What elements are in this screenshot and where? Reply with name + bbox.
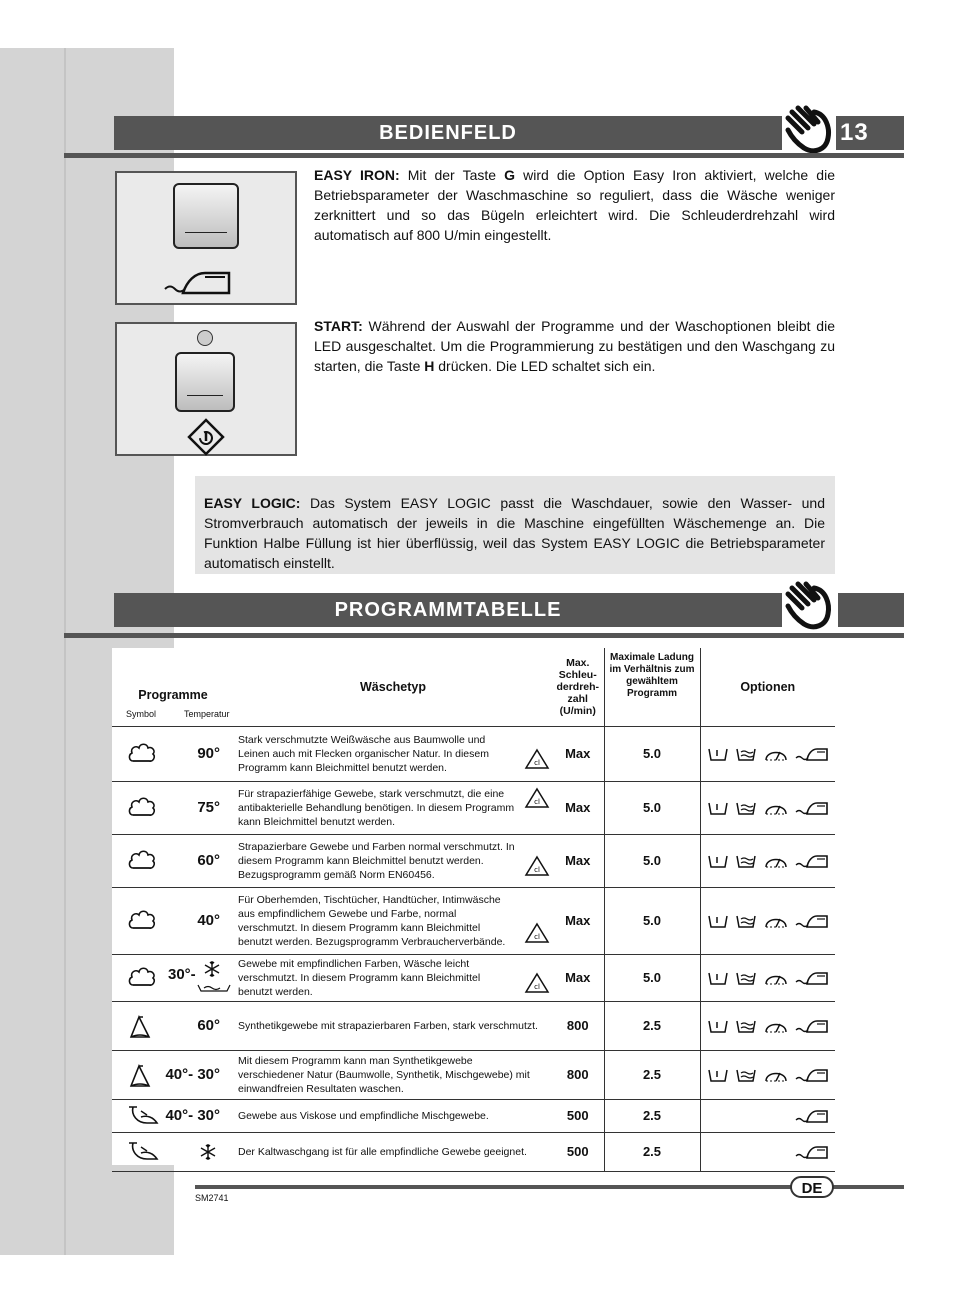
program-cell	[112, 1050, 234, 1099]
col-header-waeschetyp: Wäschetyp	[234, 648, 552, 726]
rapid-icon	[763, 913, 789, 929]
spin-speed-cell: 800	[552, 1050, 604, 1099]
prewash-icon	[707, 800, 729, 816]
spin-speed-cell: Max	[552, 887, 604, 954]
max-load-cell: 2.5	[604, 1001, 700, 1050]
svg-text:cl: cl	[534, 758, 540, 767]
temperature-label: 75°	[197, 798, 220, 816]
svg-text:cl: cl	[534, 865, 540, 874]
handwash-icon	[196, 980, 232, 998]
cotton-icon	[127, 795, 157, 819]
program-cell	[112, 1001, 234, 1050]
cotton-icon	[127, 965, 157, 989]
col-header-spin: Max. Schleu-derdreh-zahl (U/min)	[552, 648, 604, 726]
delicate-icon	[127, 1103, 161, 1129]
section-header-bedienfeld	[114, 116, 782, 150]
max-load-cell: 5.0	[604, 834, 700, 887]
easy-iron-icon	[795, 1144, 829, 1160]
table-row	[112, 954, 835, 1001]
table-row	[112, 726, 835, 781]
easy-iron-button[interactable]	[173, 183, 239, 249]
section-header-programmtabelle	[114, 593, 782, 627]
svg-text:cl: cl	[534, 982, 540, 991]
extra-rinse-icon	[735, 970, 757, 986]
cold-icon	[200, 1143, 216, 1166]
prewash-icon	[707, 853, 729, 869]
fabric-description: Gewebe mit empfindlichen Farben, Wäsche leicht verschmutzt. In diesem Programm kann Bleichmittel benutzt werden.	[238, 957, 481, 998]
program-cell	[112, 887, 234, 954]
program-cell	[112, 834, 234, 887]
footer-code: SM2741	[195, 1193, 229, 1203]
fabric-description-cell	[234, 1099, 552, 1132]
bleach-icon	[524, 787, 550, 814]
bleach-icon	[524, 748, 550, 775]
svg-text:cl: cl	[534, 797, 540, 806]
rapid-icon	[763, 746, 789, 762]
bleach-icon	[524, 972, 550, 999]
fabric-description: Strapazierbare Gewebe und Farben normal verschmutzt. In diesem Programm kann Bleichmittel benutzt werden. Bezugsprogramm gemäß Norm EN60456.	[238, 840, 515, 881]
program-table	[112, 648, 835, 1172]
options-cell	[700, 1099, 835, 1132]
start-button[interactable]	[175, 352, 235, 412]
rapid-icon	[763, 970, 789, 986]
temperature-label: 40°- 30°	[165, 1065, 220, 1083]
easy-iron-icon	[795, 1108, 829, 1124]
rapid-icon	[763, 853, 789, 869]
iron-icon	[161, 263, 233, 304]
options-cell	[700, 781, 835, 834]
section-title: PROGRAMMTABELLE	[334, 599, 562, 621]
fabric-description-cell	[234, 954, 552, 1001]
spin-speed-cell: Max	[552, 954, 604, 1001]
fabric-description-cell	[234, 834, 552, 887]
extra-rinse-icon	[735, 913, 757, 929]
language-badge: DE	[790, 1176, 834, 1198]
table-row	[112, 834, 835, 887]
extra-rinse-icon	[735, 853, 757, 869]
temperature-label: 60°	[197, 1016, 220, 1034]
fabric-description: Synthetikgewebe mit strapazierbaren Farben, stark verschmutzt.	[238, 1019, 538, 1032]
max-load-cell: 2.5	[604, 1132, 700, 1171]
easy-iron-icon	[795, 746, 829, 762]
easy-iron-icon	[795, 853, 829, 869]
page-number-box	[836, 116, 904, 150]
header-rule	[64, 633, 904, 638]
section-title: BEDIENFELD	[379, 122, 517, 144]
temperature-label: 90°	[197, 744, 220, 762]
fabric-description-cell	[234, 1001, 552, 1050]
start-panel	[115, 322, 297, 456]
extra-rinse-icon	[735, 800, 757, 816]
spin-speed-cell: Max	[552, 834, 604, 887]
col-header-programme: Programme Symbol Temperatur	[112, 648, 234, 726]
program-cell	[112, 954, 234, 1001]
synthetic-icon	[127, 1062, 153, 1090]
section-header-tail	[836, 593, 904, 627]
options-cell	[700, 1001, 835, 1050]
prewash-icon	[707, 1067, 729, 1083]
page-number: 13	[840, 119, 869, 146]
fabric-description: Für Oberhemden, Tischtücher, Handtücher, Intimwäsche aus empfindlichem Gewebe und Farbe, normal verschmutzt. In diesem Programm kann Bleichmittel benutzt werden. Bezugsprogramm Verbraucherverbände.	[238, 893, 506, 948]
options-cell	[700, 834, 835, 887]
fabric-description: Gewebe aus Viskose und empfindliche Mischgewebe.	[238, 1109, 489, 1122]
extra-rinse-icon	[735, 1067, 757, 1083]
delicate-icon	[127, 1139, 161, 1165]
easy-logic-text: EASY LOGIC: Das System EASY LOGIC passt die Waschdauer, sowie den Wasser- und Stromverbrauch automatisch der jeweils in die Maschine eingefüllten Wäschemenge an. Die Funktion Halbe Füllung ist hier überflüssig, weil das System EASY LOGIC die Betriebsparameter automatisch einstellt.	[204, 495, 825, 571]
program-cell	[112, 1099, 234, 1132]
temperature-label: 60°	[197, 851, 220, 869]
options-cell	[700, 1050, 835, 1099]
prewash-icon	[707, 746, 729, 762]
max-load-cell: 5.0	[604, 726, 700, 781]
spin-speed-cell: 500	[552, 1099, 604, 1132]
easy-iron-icon	[795, 1067, 829, 1083]
program-cell	[112, 781, 234, 834]
fabric-description: Für strapazierfähige Gewebe, stark verschmutzt, die eine antibakterielle Behandlung benötigen. In diesem Programm kann Bleichmittel benutzt werden.	[238, 787, 515, 828]
easy-iron-text: EASY IRON: Mit der Taste G wird die Option Easy Iron aktiviert, welche die Betriebsparameter der Waschmaschine so reguliert, dass die Wäsche weniger zerknittert und so das Bügeln erleichtert wird. Die Schleuderdrehzahl wird automatisch auf 800 U/min eingestellt.	[314, 167, 835, 243]
hand-icon	[784, 104, 838, 158]
options-cell	[700, 954, 835, 1001]
options-cell	[700, 726, 835, 781]
cotton-icon	[127, 741, 157, 765]
table-row	[112, 1001, 835, 1050]
fabric-description-cell	[234, 1050, 552, 1099]
options-cell	[700, 1132, 835, 1171]
svg-text:cl: cl	[534, 932, 540, 941]
temperature-label: 30°-	[168, 965, 196, 983]
table-row	[112, 1050, 835, 1099]
cotton-icon	[127, 908, 157, 932]
program-cell	[112, 1132, 234, 1171]
bleach-icon	[524, 922, 550, 949]
max-load-cell: 5.0	[604, 887, 700, 954]
max-load-cell: 2.5	[604, 1099, 700, 1132]
extra-rinse-icon	[735, 1018, 757, 1034]
easy-iron-icon	[795, 913, 829, 929]
start-text: START: Während der Auswahl der Programme und der Waschoptionen bleibt die LED ausgeschaltet. Um die Programmierung zu bestätigen und den Waschgang zu starten, die Taste H drücken. Die LED schaltet sich ein.	[314, 318, 835, 374]
rapid-icon	[763, 1067, 789, 1083]
table-row	[112, 887, 835, 954]
fabric-description: Stark verschmutzte Weißwäsche aus Baumwolle und Leinen auch mit Flecken organischer Natur. In diesem Programm kann Bleichmittel benutzt werden.	[238, 733, 489, 774]
fabric-description-cell	[234, 887, 552, 954]
easy-iron-icon	[795, 800, 829, 816]
options-cell	[700, 887, 835, 954]
bleach-icon	[524, 855, 550, 882]
col-header-load: Maximale Ladung im Verhältnis zum gewähltem Programm	[604, 648, 700, 726]
fabric-description-cell	[234, 1132, 552, 1171]
fabric-description-cell	[234, 781, 552, 834]
col-header-optionen: Optionen	[700, 648, 835, 726]
cotton-icon	[127, 848, 157, 872]
spin-speed-cell: Max	[552, 726, 604, 781]
temperature-label: 40°- 30°	[165, 1106, 220, 1124]
easy-iron-icon	[795, 970, 829, 986]
easy-iron-icon	[795, 1018, 829, 1034]
temperature-label: 40°	[197, 911, 220, 929]
fabric-description-cell	[234, 726, 552, 781]
program-cell	[112, 726, 234, 781]
spin-speed-cell: 500	[552, 1132, 604, 1171]
synthetic-icon	[127, 1013, 153, 1041]
header-rule	[64, 153, 904, 158]
rapid-icon	[763, 800, 789, 816]
table-row	[112, 781, 835, 834]
start-icon	[187, 418, 225, 461]
max-load-cell: 2.5	[604, 1050, 700, 1099]
led-indicator	[197, 330, 213, 346]
spin-speed-cell: 800	[552, 1001, 604, 1050]
extra-rinse-icon	[735, 746, 757, 762]
table-row	[112, 1099, 835, 1132]
max-load-cell: 5.0	[604, 954, 700, 1001]
prewash-icon	[707, 913, 729, 929]
prewash-icon	[707, 970, 729, 986]
left-margin-line	[64, 48, 66, 1255]
rapid-icon	[763, 1018, 789, 1034]
easy-iron-panel	[115, 171, 297, 305]
max-load-cell: 5.0	[604, 781, 700, 834]
table-row	[112, 1132, 835, 1171]
fabric-description: Mit diesem Programm kann man Synthetikgewebe verschiedener Natur (Baumwolle, Synthetik, Mischgewebe) mit einwandfreien Resultaten waschen.	[238, 1054, 530, 1095]
fabric-description: Der Kaltwaschgang ist für alle empfindliche Gewebe geeignet.	[238, 1145, 527, 1158]
prewash-icon	[707, 1018, 729, 1034]
hand-icon	[784, 580, 838, 634]
spin-speed-cell: Max	[552, 781, 604, 834]
